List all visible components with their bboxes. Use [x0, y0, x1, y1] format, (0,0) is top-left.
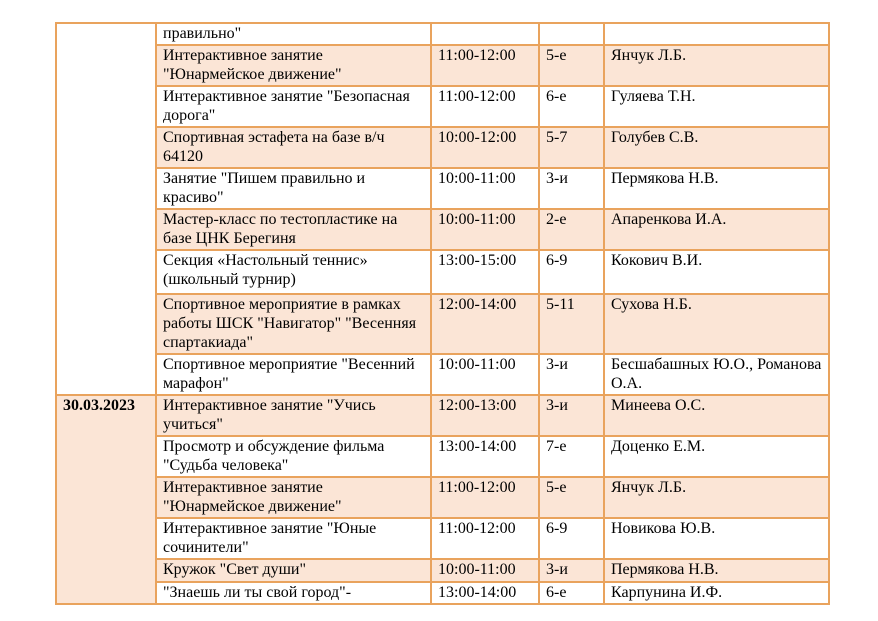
grades-cell: 5-е	[539, 45, 604, 86]
activity-cell: Интерактивное занятие "Учись учиться"	[156, 395, 431, 436]
time-cell: 12:00-14:00	[431, 294, 539, 354]
activity-cell: Секция «Настольный теннис» (школьный турнир)	[156, 250, 431, 294]
teacher-cell: Карпунина И.Ф.	[604, 582, 829, 604]
table-row	[56, 477, 829, 518]
table-row	[56, 23, 829, 45]
activity-cell: Кружок "Свет души"	[156, 559, 431, 582]
table-row	[56, 127, 829, 168]
grades-cell	[539, 23, 604, 45]
grades-cell: 6-е	[539, 582, 604, 604]
time-cell: 11:00-12:00	[431, 86, 539, 127]
table-row	[56, 518, 829, 559]
table-row	[56, 354, 829, 395]
activity-cell: Интерактивное занятие "Юнармейское движение"	[156, 45, 431, 86]
table-row	[56, 45, 829, 86]
activity-cell: Спортивная эстафета на базе в/ч 64120	[156, 127, 431, 168]
grades-cell: 3-и	[539, 354, 604, 395]
teacher-cell: Апаренкова И.А.	[604, 209, 829, 250]
teacher-cell: Кокович В.И.	[604, 250, 829, 294]
activity-cell: Спортивное мероприятие в рамках работы ШСК "Навигатор" "Весенняя спартакиада"	[156, 294, 431, 354]
teacher-cell: Пермякова Н.В.	[604, 168, 829, 209]
time-cell: 11:00-12:00	[431, 477, 539, 518]
activity-cell: Мастер-класс по тестопластике на базе ЦНК Берегиня	[156, 209, 431, 250]
teacher-cell: Минеева О.С.	[604, 395, 829, 436]
teacher-cell: Янчук Л.Б.	[604, 477, 829, 518]
activity-cell: Интерактивное занятие "Безопасная дорога"	[156, 86, 431, 127]
time-cell: 13:00-14:00	[431, 582, 539, 604]
grades-cell: 3-и	[539, 559, 604, 582]
grades-cell: 5-е	[539, 477, 604, 518]
teacher-cell: Бесшабашных Ю.О., Романова О.А.	[604, 354, 829, 395]
time-cell	[431, 23, 539, 45]
activity-cell: Интерактивное занятие "Юные сочинители"	[156, 518, 431, 559]
time-cell: 10:00-11:00	[431, 559, 539, 582]
teacher-cell: Сухова Н.Б.	[604, 294, 829, 354]
grades-cell: 7-е	[539, 436, 604, 477]
teacher-cell: Голубев С.В.	[604, 127, 829, 168]
table-row	[56, 209, 829, 250]
grades-cell: 6-9	[539, 250, 604, 294]
grades-cell: 3-и	[539, 168, 604, 209]
time-cell: 10:00-12:00	[431, 127, 539, 168]
grades-cell: 6-е	[539, 86, 604, 127]
teacher-cell: Новикова Ю.В.	[604, 518, 829, 559]
table-row	[56, 436, 829, 477]
teacher-cell	[604, 23, 829, 45]
table-row	[56, 250, 829, 294]
activity-cell: Просмотр и обсуждение фильма "Судьба человека"	[156, 436, 431, 477]
table-row	[56, 582, 829, 604]
activity-cell: Интерактивное занятие "Юнармейское движение"	[156, 477, 431, 518]
teacher-cell: Пермякова Н.В.	[604, 559, 829, 582]
time-cell: 10:00-11:00	[431, 209, 539, 250]
teacher-cell: Доценко Е.М.	[604, 436, 829, 477]
time-cell: 11:00-12:00	[431, 518, 539, 559]
time-cell: 10:00-11:00	[431, 354, 539, 395]
date-cell: 30.03.2023	[56, 395, 156, 604]
activity-cell: правильно"	[156, 23, 431, 45]
grades-cell: 2-е	[539, 209, 604, 250]
activity-cell: Спортивное мероприятие "Весенний марафон"	[156, 354, 431, 395]
grades-cell: 6-9	[539, 518, 604, 559]
table-row	[56, 86, 829, 127]
time-cell: 10:00-11:00	[431, 168, 539, 209]
schedule-table	[55, 22, 830, 605]
teacher-cell: Янчук Л.Б.	[604, 45, 829, 86]
activity-cell: "Знаешь ли ты свой город"-	[156, 582, 431, 604]
time-cell: 13:00-14:00	[431, 436, 539, 477]
grades-cell: 5-7	[539, 127, 604, 168]
date-cell-empty	[56, 23, 156, 395]
table-row	[56, 559, 829, 582]
time-cell: 11:00-12:00	[431, 45, 539, 86]
time-cell: 12:00-13:00	[431, 395, 539, 436]
grades-cell: 3-и	[539, 395, 604, 436]
table-row	[56, 294, 829, 354]
grades-cell: 5-11	[539, 294, 604, 354]
teacher-cell: Гуляева Т.Н.	[604, 86, 829, 127]
activity-cell: Занятие "Пишем правильно и красиво"	[156, 168, 431, 209]
table-row	[56, 395, 829, 436]
table-row	[56, 168, 829, 209]
time-cell: 13:00-15:00	[431, 250, 539, 294]
